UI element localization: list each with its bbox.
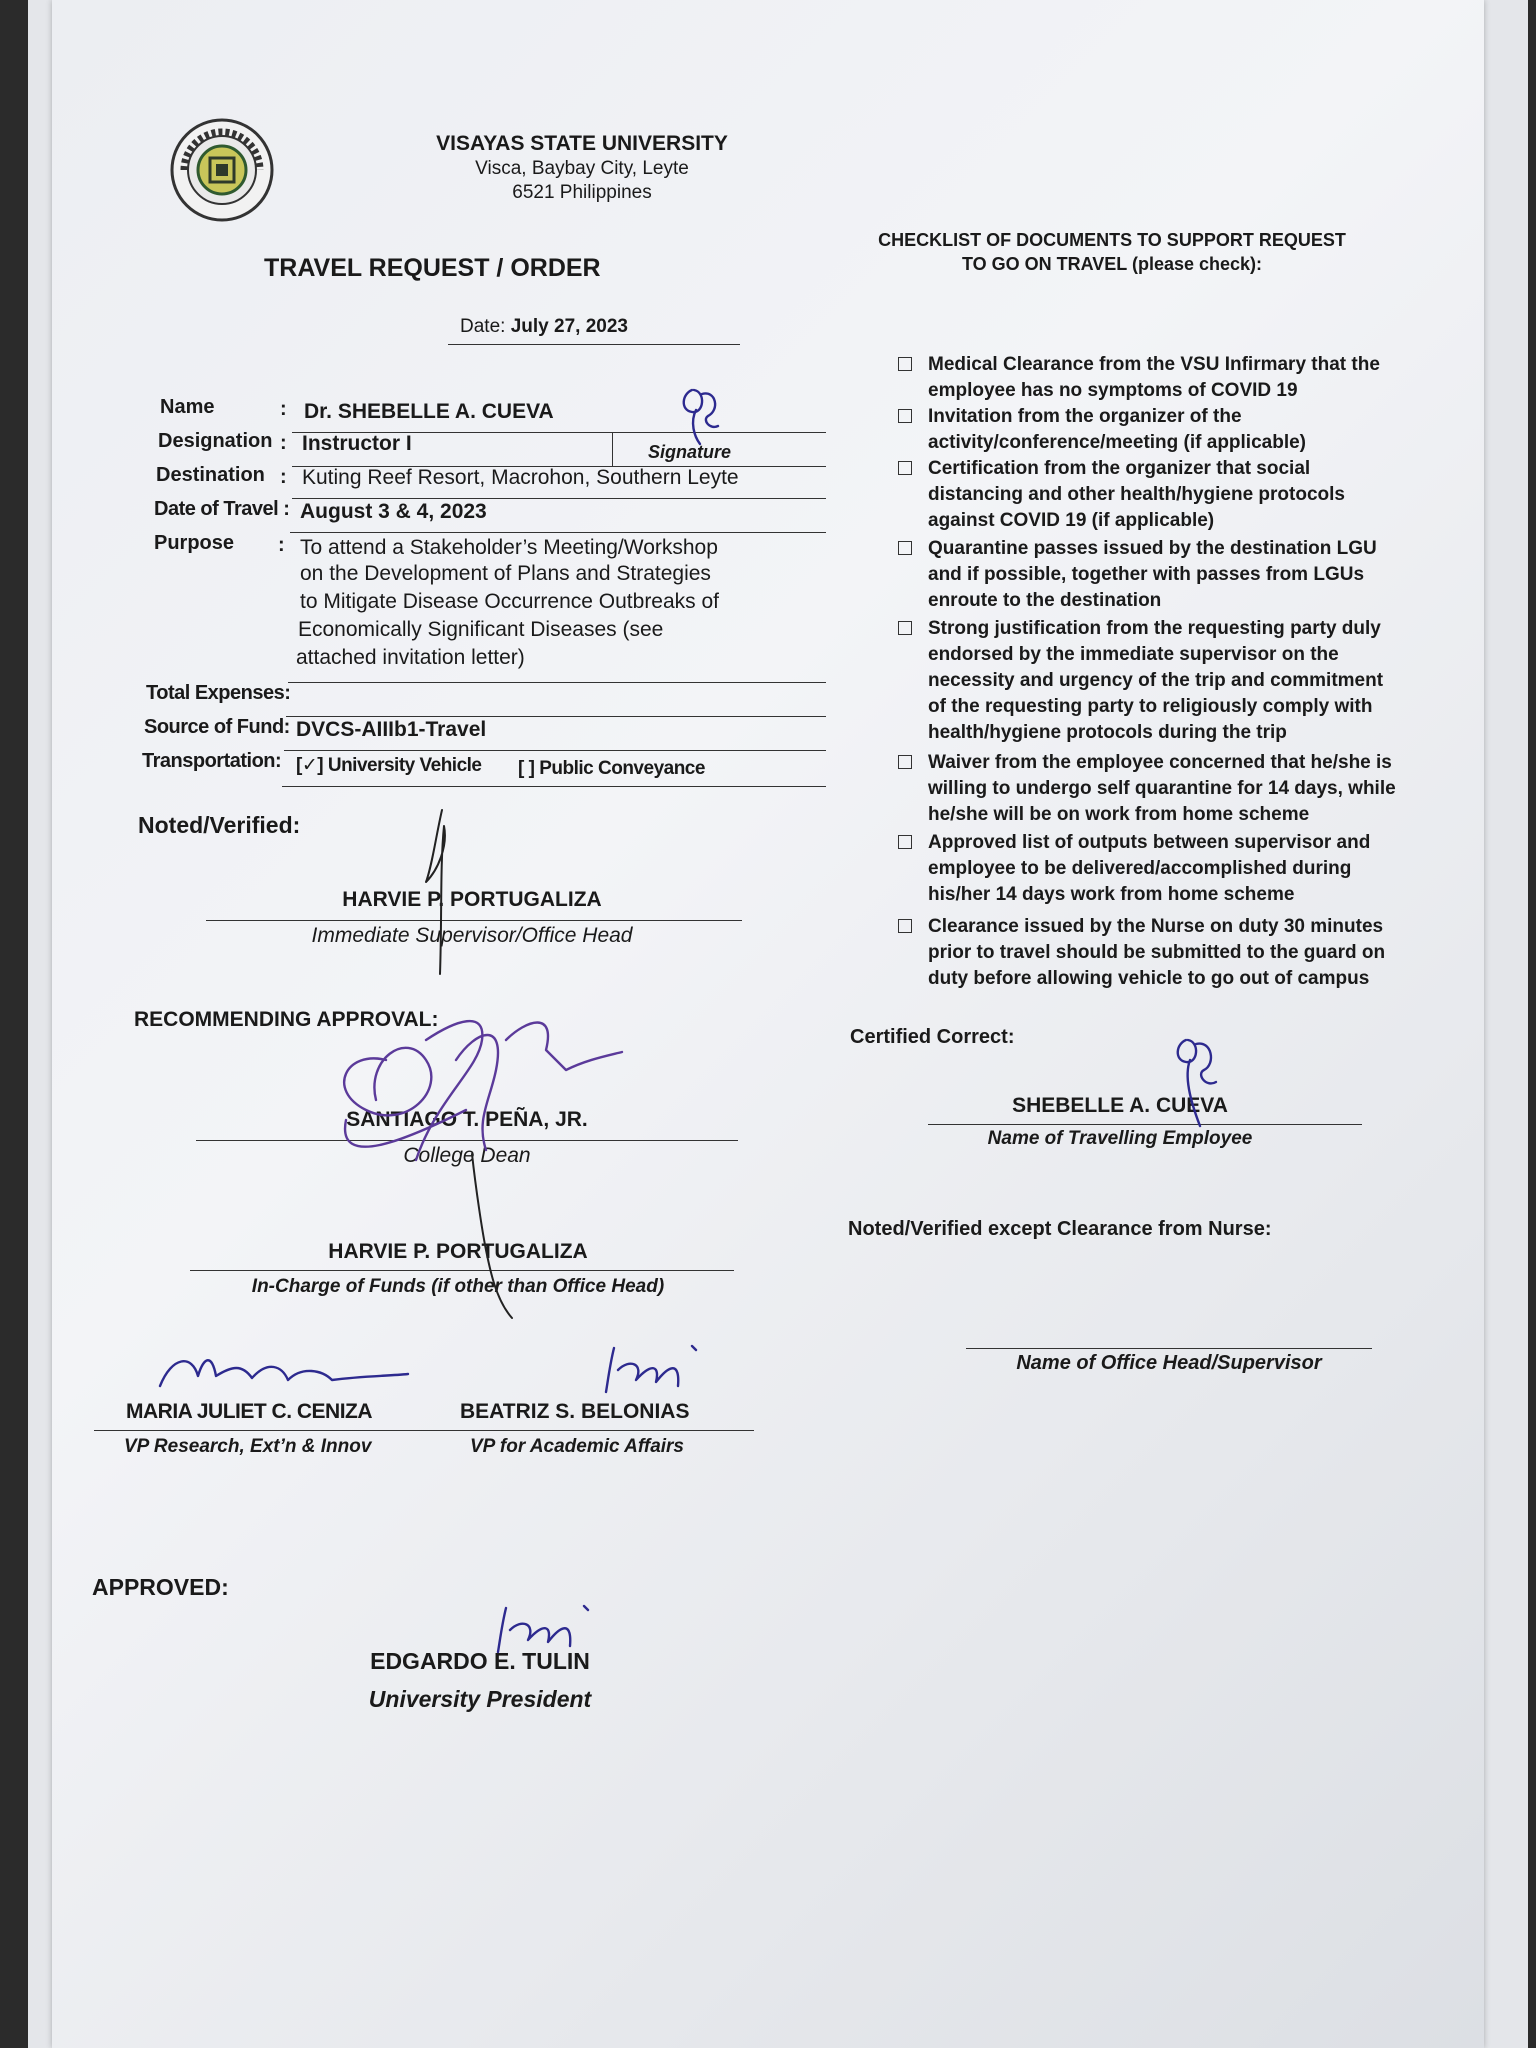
source-of-fund-underline — [284, 750, 826, 751]
checkbox[interactable] — [898, 835, 912, 849]
name-colon: : — [280, 398, 287, 420]
office-head-title: Name of Office Head/Supervisor — [1016, 1352, 1322, 1374]
employee-name: SHEBELLE A. CUEVA — [1012, 1094, 1228, 1117]
checkbox[interactable] — [898, 919, 912, 933]
form-title: TRAVEL REQUEST / ORDER — [264, 254, 601, 282]
vp-underline — [94, 1430, 754, 1431]
recommending-approval-label: RECOMMENDING APPROVAL: — [134, 1008, 439, 1031]
vp-academic-signature-icon — [600, 1340, 710, 1400]
purpose-label: Purpose — [154, 532, 235, 554]
checklist-item-line: Medical Clearance from the VSU Infirmary that the — [928, 354, 1380, 375]
date-field — [460, 316, 628, 338]
noted-title: Immediate Supervisor/Office Head — [311, 924, 633, 947]
checklist-item — [928, 404, 1488, 456]
checklist-item — [928, 830, 1488, 908]
transportation-underline — [282, 786, 826, 787]
approved-label: APPROVED: — [92, 1574, 229, 1600]
checklist-item-line: endorsed by the immediate supervisor on the — [928, 644, 1339, 665]
checklist-item-line: health/hygiene protocols during the trip — [928, 722, 1287, 743]
checklist-item-line: employee to be delivered/accomplished during — [928, 858, 1352, 879]
signature-divider — [612, 432, 613, 466]
checklist-item-line: Clearance issued by the Nurse on duty 30 minutes — [928, 916, 1384, 937]
checkbox[interactable] — [898, 755, 912, 769]
checklist-item — [928, 456, 1488, 534]
university-address-line1: Visca, Baybay City, Leyte — [475, 158, 689, 179]
applicant-signature-icon — [662, 380, 742, 460]
noted-name: HARVIE P. PORTUGALIZA — [342, 888, 602, 911]
checklist-item-line: Quarantine passes issued by the destination LGU — [928, 538, 1377, 559]
employee-title: Name of Travelling Employee — [987, 1128, 1253, 1149]
purpose-colon: : — [278, 534, 285, 556]
destination-colon: : — [280, 466, 287, 488]
purpose-line-1: To attend a Stakeholder’s Meeting/Workshop — [300, 536, 718, 559]
vp-research-title: VP Research, Ext’n & Innov — [124, 1436, 372, 1457]
source-of-fund-label: Source of Fund: — [144, 716, 290, 738]
checklist-item-line: his/her 14 days work from home scheme — [928, 884, 1295, 905]
purpose-line-2: on the Development of Plans and Strategies — [300, 562, 711, 585]
university-address-line2: 6521 Philippines — [512, 182, 652, 203]
checklist-title-line2: TO GO ON TRAVEL (please check): — [961, 254, 1263, 274]
checklist-item-line: Approved list of outputs between supervisor and — [928, 832, 1371, 853]
dean-title: College Dean — [403, 1144, 531, 1167]
checkbox[interactable] — [898, 621, 912, 635]
designation-value: Instructor I — [302, 432, 412, 455]
purpose-underline — [288, 682, 826, 683]
date-value: July 27, 2023 — [510, 316, 628, 337]
funds-title: In-Charge of Funds (if other than Office Head) — [251, 1276, 665, 1297]
checkbox[interactable] — [898, 357, 912, 371]
funds-name: HARVIE P. PORTUGALIZA — [328, 1240, 588, 1263]
designation-colon: : — [280, 432, 287, 454]
university-name: VISAYAS STATE UNIVERSITY — [436, 132, 728, 155]
purpose-line-5: attached invitation letter) — [296, 646, 525, 669]
vp-research-signature-icon — [152, 1346, 412, 1406]
purpose-line-3: to Mitigate Disease Occurrence Outbreaks of — [300, 590, 720, 613]
checkbox[interactable] — [898, 461, 912, 475]
date-of-travel-value: August 3 & 4, 2023 — [300, 500, 487, 523]
certified-correct-label: Certified Correct: — [850, 1026, 1015, 1048]
checklist-item — [928, 750, 1488, 828]
checklist-item-line: activity/conference/meeting (if applicable) — [928, 432, 1306, 453]
checkbox[interactable] — [898, 541, 912, 555]
transportation-label: Transportation: — [142, 750, 282, 772]
checklist-item — [928, 616, 1488, 746]
destination-value: Kuting Reef Resort, Macrohon, Southern Leyte — [302, 466, 739, 489]
noted-underline — [206, 920, 742, 921]
checklist-item-line: Invitation from the organizer of the — [928, 406, 1242, 427]
checklist-item-line: against COVID 19 (if applicable) — [928, 510, 1215, 531]
checklist-item — [928, 914, 1488, 992]
checklist-item-line: Certification from the organizer that social — [928, 458, 1311, 479]
date-label: Date: — [460, 316, 506, 337]
supervisor-signature-icon — [412, 806, 472, 976]
employee-signature-icon — [1156, 1030, 1246, 1140]
checkbox[interactable] — [898, 409, 912, 423]
office-head-underline — [966, 1348, 1372, 1349]
checklist-item-line: willing to undergo self quarantine for 14 days, while — [928, 778, 1396, 799]
checklist-item-line: necessity and urgency of the trip and commitment — [928, 670, 1384, 691]
date-underline — [448, 344, 740, 345]
dean-name: SANTIAGO T. PEÑA, JR. — [346, 1108, 588, 1131]
checklist-item-line: Strong justification from the requesting party duly — [928, 618, 1381, 639]
total-expenses-underline — [286, 716, 826, 717]
university-seal-icon — [170, 118, 274, 222]
total-expenses-label: Total Expenses: — [146, 682, 291, 704]
document-page — [52, 0, 1484, 2048]
president-signature-icon — [492, 1600, 602, 1660]
signature-label: Signature — [648, 442, 732, 462]
checklist-item-line: duty before allowing vehicle to go out of campus — [928, 968, 1370, 989]
vp-academic-title: VP for Academic Affairs — [470, 1436, 685, 1457]
date-of-travel-underline — [290, 532, 826, 533]
checklist-item-line: enroute to the destination — [928, 590, 1162, 611]
checklist-item-line: of the requesting party to religiously comply with — [928, 696, 1373, 717]
designation-label: Designation — [158, 430, 273, 452]
president-title: University President — [368, 1686, 592, 1712]
transport-option-public-conveyance: [ ] Public Conveyance — [518, 758, 705, 779]
checklist-item-line: he/she will be on work from home scheme — [928, 804, 1310, 825]
transport-option-university-vehicle: [✓] University Vehicle — [296, 755, 482, 776]
vp-research-name: MARIA JULIET C. CENIZA — [126, 1400, 373, 1423]
name-label: Name — [160, 396, 215, 418]
name-value: Dr. SHEBELLE A. CUEVA — [304, 400, 554, 423]
vp-academic-name: BEATRIZ S. BELONIAS — [460, 1400, 690, 1423]
funds-signature-icon — [452, 1150, 532, 1320]
checklist-item-line: Waiver from the employee concerned that he/she is — [928, 752, 1392, 773]
checklist-item-line: employee has no symptoms of COVID 19 — [928, 380, 1298, 401]
destination-label: Destination — [156, 464, 265, 486]
checklist-item-line: prior to travel should be submitted to the guard on — [928, 942, 1386, 963]
employee-underline — [928, 1124, 1362, 1125]
source-of-fund-value: DVCS-AIIIb1-Travel — [296, 718, 487, 741]
date-of-travel-label: Date of Travel : — [154, 498, 290, 520]
checklist-item — [928, 536, 1488, 614]
noted-except-label: Noted/Verified except Clearance from Nurse: — [848, 1218, 1272, 1240]
checklist-item — [928, 352, 1488, 404]
checklist-item-line: and if possible, together with passes from LGUs — [928, 564, 1365, 585]
checklist-item-line: distancing and other health/hygiene protocols — [928, 484, 1345, 505]
noted-verified-label: Noted/Verified: — [138, 812, 301, 838]
destination-underline — [292, 498, 826, 499]
checklist-title-line1: CHECKLIST OF DOCUMENTS TO SUPPORT REQUEST — [878, 230, 1346, 250]
purpose-line-4: Economically Significant Diseases (see — [298, 618, 664, 641]
president-name: EDGARDO E. TULIN — [370, 1648, 590, 1674]
